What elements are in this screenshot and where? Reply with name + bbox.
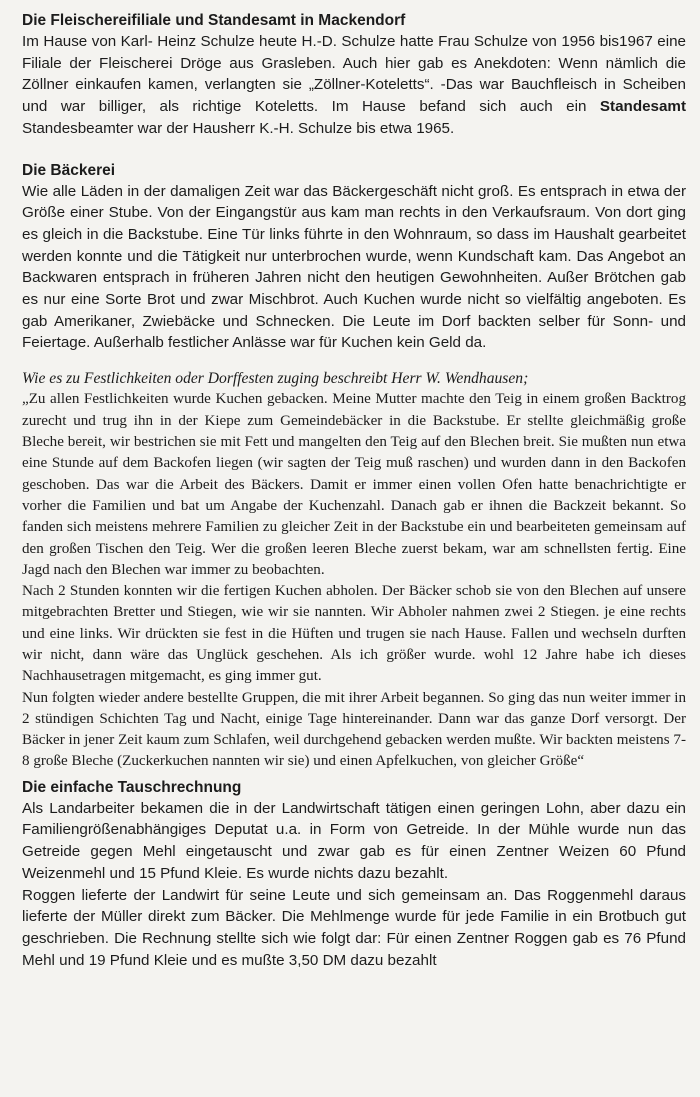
paragraph-tauschrechnung-1: Als Landarbeiter bekamen die in der Landwirtschaft tätigen einen geringen Lohn, aber dazu ein Familiengrößenabhängiges Deputat u.a. in Form von Getreide. In der Mühle wurde nun das Getreide gegen Mehl eingetauscht und zwar gab es für einen Zentner Weizen 60 Pfund Weizenmehl und 15 Pfund Kleie. Es wurde nichts dazu bezahlt. <box>22 799 686 882</box>
quote-paragraph-2: Nach 2 Stunden konnten wir die fertigen Kuchen abholen. Der Bäcker schob sie von den Blechen auf unsere mitgebrachten Bretter und Stiegen, wie wir sie nannten. Wir Abholer nahmen zwei 2 Stiegen. je eine rechts und eine links. Wir drückten sie fest in die Hüften und trugen sie nach Hause. Fallen und wechseln durften wir nicht, dann wäre das Unglück geschehen. Als ich größer wurde. wohl 12 Jahre habe ich dieses Nachhausetragen mitgemacht, es ging immer gut. <box>22 583 686 685</box>
spacer <box>22 140 686 160</box>
paragraph-text: Im Hause von Karl- Heinz Schulze heute H.-D. Schulze hatte Frau Schulze von 1956 bis1967 eine Filiale der Fleischerei Dröge aus Grasleben. Auch hier gab es Anekdoten: Wenn nämlich die Zöllner einkaufen kamen, verlangten sie „Zöllner-Koteletts“. -Das war Bauchfleisch in Scheiben und war billiger, als richtige Koteletts. Im Hause befand sich auch ein <box>22 33 686 116</box>
quote-paragraph-1: „Zu allen Festlichkeiten wurde Kuchen gebacken. Meine Mutter machte den Teig in einem großen Backtrog zurecht und trug ihn in der Kiepe zum Gemeindebäcker in die Backstube. Er stellte gleichmäßig große Bleche bereit, wir bestrichen sie mit Fett und mangelten den Teig auf den Blechen breit. Sie mußten nun etwa eine Stunde auf dem Backofen liegen (wir sagten der Teig muß raschen) und wurden dann in den Backofen geschoben. Das war die Arbeit des Bäckers. Damit er immer einen vollen Ofen hatte benachrichtigte er vorher die Familien und bat um Angabe der Kuchenzahl. Danach gab er ihnen die Backzeit bekannt. So fanden sich meistens mehrere Familien zu gleicher Zeit in der Backstube ein und bearbeiteten gemeinsam auf den großen Tischen den Teig. Wer die großen leeren Bleche zuerst bekam, war am schnellsten fertig. Eine Jagd nach den Blechen war immer zu beobachten. <box>22 391 686 578</box>
quote-paragraph-3: Nun folgten wieder andere bestellte Gruppen, die mit ihrer Arbeit begannen. So ging das nun weiter immer in 2 stündigen Schichten Tag und Nacht, einige Tage hintereinander. Dann war das ganze Dorf versorgt. Der Bäcker in jener Zeit kaum zum Schlafen, weil durchgehend gebacken werden mußte. Wir backten meistens 7-8 große Bleche (Zuckerkuchen nannten wir sie) und einen Apfelkuchen, von gleicher Größe“ <box>22 689 686 770</box>
heading-tauschrechnung: Die einfache Tauschrechnung <box>22 778 242 796</box>
paragraph-baeckerei: Wie alle Läden in der damaligen Zeit war das Bäckergeschäft nicht groß. Es entsprach in etwa der Größe einer Stube. Von der Eingangstür aus kam man rechts in den Verkaufsraum. Von dort ging es gleich in die Backstube. Eine Tür links führte in den Wohnraum, so dass im Haushalt gearbeitet werden konnte und die Tätigkeit nur unterbrochen wurde, wenn Kundschaft kam. Das Angebot an Backwaren entsprach in früheren Jahren nicht den heutigen Gewohnheiten. Außer Brötchen gab es nur eine Sorte Brot und zwar Mischbrot. Auch Kuchen wurde nicht so vielfältig angeboten. Es gab Amerikaner, Zwiebäcke und Schnecken. Die Leute im Dorf backten selber für Sonn- und Feiertage. Außerhalb festlicher Anlässe war für Kuchen kein Geld da. <box>22 182 686 352</box>
paragraph-text: Standesbeamter war der Hausherr K.-H. Schulze bis etwa 1965. <box>22 119 455 137</box>
bold-standesamt: Standesamt <box>599 98 686 116</box>
heading-baeckerei: Die Bäckerei <box>22 161 116 179</box>
spacer <box>22 354 686 368</box>
quote-intro: Wie es zu Festlichkeiten oder Dorffesten zuging beschreibt Herr W. Wendhausen; <box>22 370 529 388</box>
document-page <box>22 10 686 971</box>
paragraph-fleischereifiliale <box>22 31 686 140</box>
heading-fleischereifiliale: Die Fleischereifiliale und Standesamt in Mackendorf <box>22 12 406 29</box>
paragraph-tauschrechnung-2: Roggen lieferte der Landwirt für seine Leute und sich gemeinsam an. Das Roggenmehl daraus lieferte der Müller direkt zum Bäcker. Die Mehlmenge wurde für jede Familie in ein Brotbuch gut geschrieben. Die Rechnung stellte sich wie folgt dar: Für einen Zentner Roggen gab es 76 Pfund Mehl und 19 Pfund Kleie und es mußte 3,50 DM dazu bezahlt <box>22 886 686 969</box>
